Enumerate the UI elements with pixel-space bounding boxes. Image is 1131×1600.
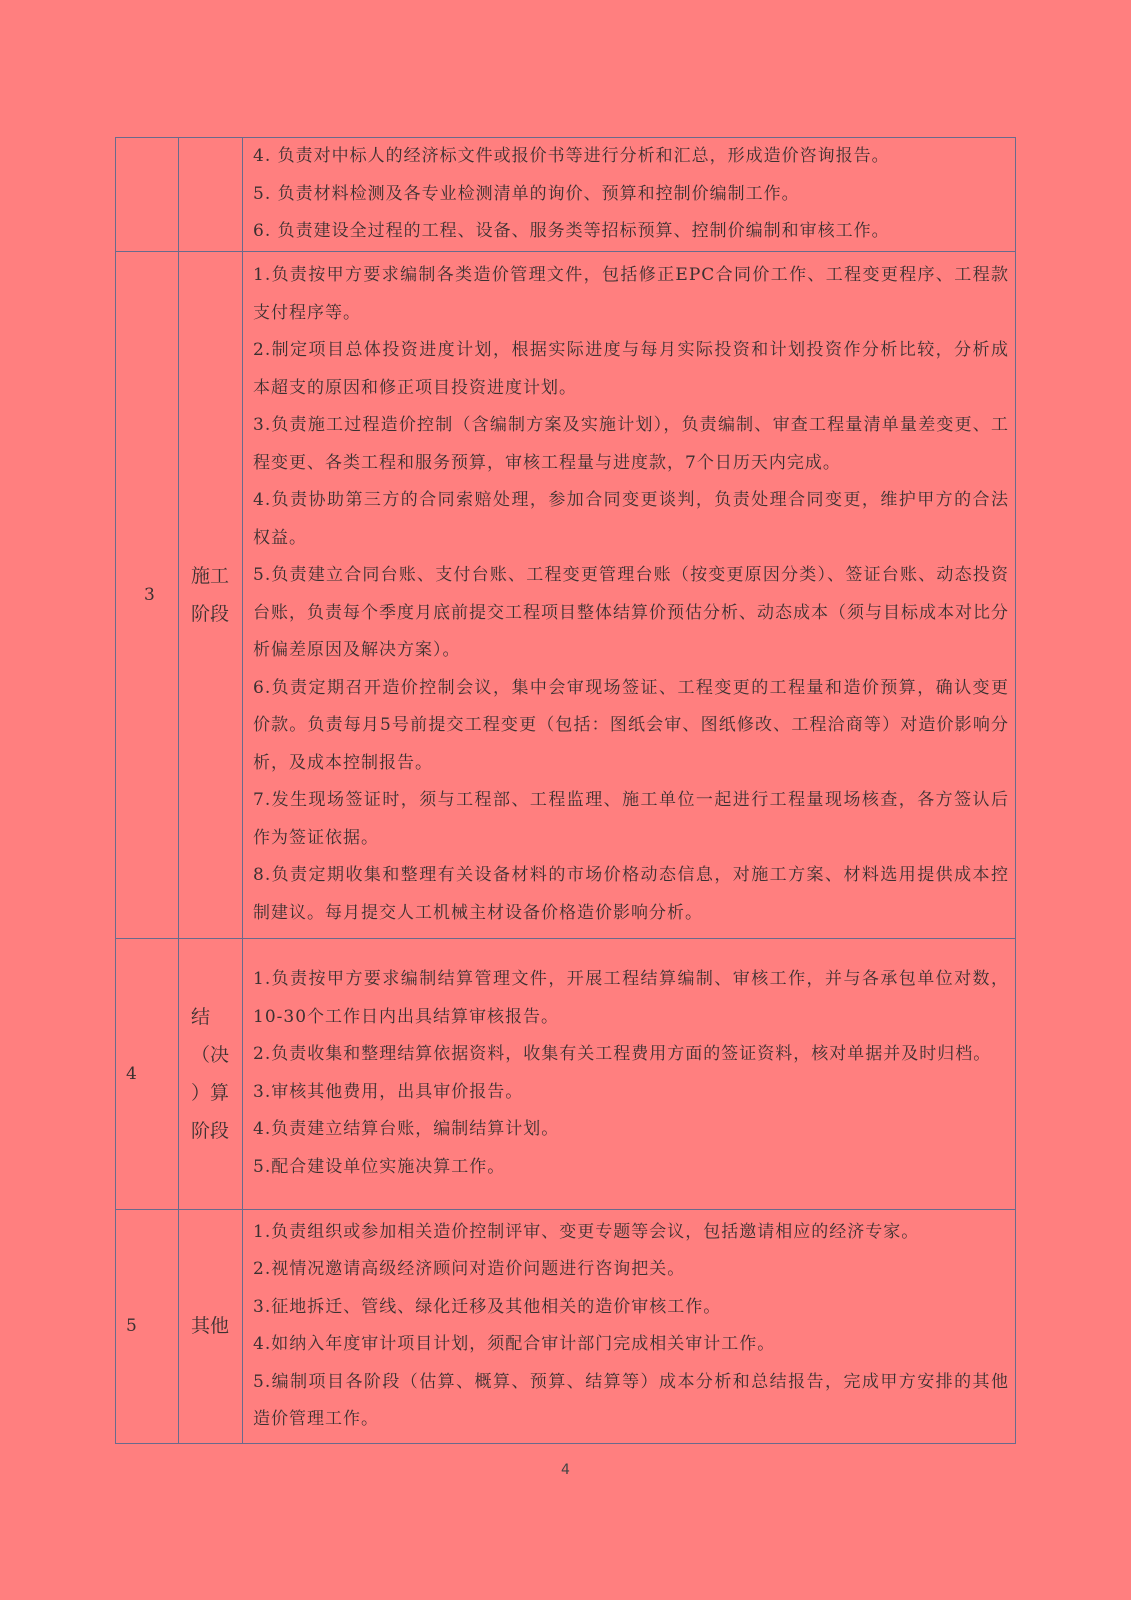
list-item: 6.负责定期召开造价控制会议，集中会审现场签证、工程变更的工程量和造价预算，确认变更价款。负责每月5号前提交工程变更（包括：图纸会审、图纸修改、工程洽商等）对造价影响分析，及成本控制报告。	[253, 677, 1009, 773]
list-item: 2.负责收集和整理结算依据资料，收集有关工程费用方面的签证资料，核对单据并及时归档。	[253, 1044, 992, 1064]
items-cell	[243, 251, 1016, 938]
list-item: 7.发生现场签证时，须与工程部、工程监理、施工单位一起进行工程量现场核查，各方签认后作为签证依据。	[253, 790, 1009, 848]
list-item: 5.编制项目各阶段（估算、概算、预算、结算等）成本分析和总结报告，完成甲方安排的其他造价管理工作。	[253, 1371, 1009, 1429]
items-cell	[243, 138, 1016, 252]
stage-label: 其他	[191, 1315, 230, 1337]
stage-label: （决	[191, 1043, 230, 1066]
list-item: 1.负责按甲方要求编制各类造价管理文件，包括修正EPC合同价工作、工程变更程序、工程款支付程序等。	[253, 265, 1009, 323]
list-item: 2.制定项目总体投资进度计划，根据实际进度与每月实际投资和计划投资作分析比较，分析成本超支的原因和修正项目投资进度计划。	[253, 340, 1009, 398]
list-item: 2.视情况邀请高级经济顾问对造价问题进行咨询把关。	[253, 1259, 686, 1279]
list-item: 6. 负责建设全过程的工程、设备、服务类等招标预算、控制价编制和审核工作。	[253, 221, 890, 241]
stage-label: 阶段	[191, 602, 230, 625]
items-cell	[243, 938, 1016, 1209]
list-item: 4.负责建立结算台账，编制结算计划。	[253, 1119, 560, 1139]
row-number: 5	[116, 1209, 179, 1443]
stage-cell	[179, 251, 243, 938]
table-row	[116, 938, 1016, 1209]
page-number: 4	[561, 1462, 570, 1478]
service-scope-table	[115, 137, 1016, 1444]
list-item: 5. 负责材料检测及各专业检测清单的询价、预算和控制价编制工作。	[253, 183, 800, 204]
row-number	[116, 138, 179, 252]
list-item: 5.负责建立合同台账、支付台账、工程变更管理台账（按变更原因分类）、签证台账、动态投资台账，负责每个季度月底前提交工程项目整体结算价预估分析、动态成本（须与目标成本对比分析偏差原因及解决方案）。	[253, 565, 1009, 660]
row-number: 4	[116, 938, 179, 1209]
stage-label: 施工	[191, 564, 230, 587]
list-item: 4.如纳入年度审计项目计划，须配合审计部门完成相关审计工作。	[253, 1334, 776, 1354]
stage-label: 阶段	[191, 1119, 230, 1142]
list-item: 8.负责定期收集和整理有关设备材料的市场价格动态信息，对施工方案、材料选用提供成本控制建议。每月提交人工机械主材设备价格造价影响分析。	[253, 865, 1009, 923]
list-item: 1.负责组织或参加相关造价控制评审、变更专题等会议，包括邀请相应的经济专家。	[253, 1221, 920, 1242]
stage-label: ）算	[191, 1081, 230, 1104]
table-row	[116, 1209, 1016, 1443]
stage-cell	[179, 138, 243, 252]
list-item: 3.负责施工过程造价控制（含编制方案及实施计划），负责编制、审查工程量清单量差变更、工程变更、各类工程和服务预算，审核工程量与进度款，7个日历天内完成。	[253, 415, 1009, 473]
table-row	[116, 251, 1016, 938]
list-item: 4.负责协助第三方的合同索赔处理，参加合同变更谈判，负责处理合同变更，维护甲方的合法权益。	[253, 490, 1009, 548]
stage-cell	[179, 1209, 243, 1443]
list-item: 5.配合建设单位实施决算工作。	[253, 1156, 506, 1177]
list-item: 3.审核其他费用，出具审价报告。	[253, 1081, 524, 1102]
list-item: 3.征地拆迁、管线、绿化迁移及其他相关的造价审核工作。	[253, 1296, 722, 1317]
stage-label: 结	[191, 1005, 211, 1028]
row-number: 3	[116, 251, 179, 938]
list-item: 4. 负责对中标人的经济标文件或报价书等进行分析和汇总，形成造价咨询报告。	[253, 146, 890, 166]
list-item: 1.负责按甲方要求编制结算管理文件，开展工程结算编制、审核工作，并与各承包单位对数，10-30个工作日内出具结算审核报告。	[253, 969, 1009, 1027]
items-cell	[243, 1209, 1016, 1443]
stage-cell	[179, 938, 243, 1209]
table-row	[116, 138, 1016, 252]
